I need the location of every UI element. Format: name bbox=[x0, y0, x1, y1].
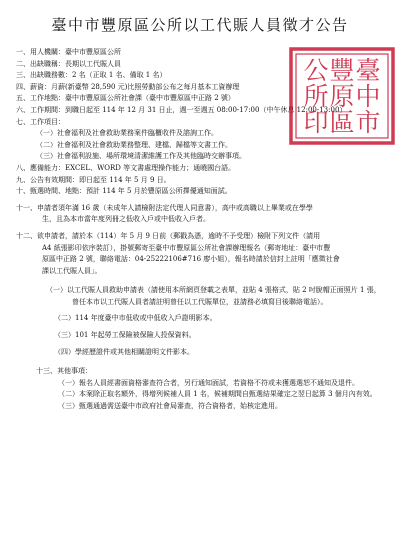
seal-character: 臺 bbox=[355, 56, 381, 85]
item-location: 五、工作地點：臺中市豐原區公所社會課（臺中市豐原區中正路 2 號） bbox=[16, 94, 235, 103]
item-application bbox=[14, 231, 386, 277]
item-position: 二、出缺職稱：長期以工代賑人員 bbox=[16, 59, 121, 68]
seal-character: 印 bbox=[303, 108, 329, 137]
seal-character: 中 bbox=[355, 82, 381, 111]
notice-title: 臺中市豐原區公所以工代賑人員徵才公告 bbox=[51, 16, 349, 34]
item-eligibility bbox=[14, 203, 386, 226]
other-item: （二）本案除正取名額外，得增列候補人員 1 名，候補期間自甄選結果確定之翌日起算 3 個月內有效。 bbox=[58, 390, 377, 399]
item-employer: 一、用人機關：臺中市豐原區公所 bbox=[16, 48, 121, 56]
application-line-4: 課以工代賑人員」。 bbox=[42, 266, 102, 275]
seal-character: 豐 bbox=[329, 56, 355, 85]
item-skills: 八、應備能力：EXCEL、WORD 等文書處理操作能力；通曉國台語。 bbox=[16, 163, 236, 172]
required-documents-list bbox=[14, 285, 386, 358]
document-item: （四）學經歷證件或其他相關證明文件影本。 bbox=[54, 347, 194, 356]
seal-character: 區 bbox=[329, 108, 355, 137]
official-seal-stamp bbox=[288, 46, 396, 146]
item-salary: 四、薪資：月薪(新臺幣 28,590 元)比照勞動部公布之每月基本工資辦理 bbox=[16, 82, 240, 91]
other-matters-list bbox=[14, 378, 386, 413]
duty-item: （二）社會福利及社會救助業務整理、建檔、歸檔等文書工作。 bbox=[36, 140, 232, 149]
item-period: 六、工作期間：到職日起至 114 年 12 月 31 日止，週一至週五 08:00-17:00（中午休息 12:00-13:00） bbox=[16, 105, 347, 114]
other-item: （一）報名人員經書面資格審查符合者，另行通知面試，若資格不符或未獲選選恕不通知及退件。 bbox=[58, 378, 359, 387]
duty-item: （三）社會福利設施、場所環境清潔維護工作及其他臨時交辦事項。 bbox=[36, 152, 246, 161]
seal-character: 市 bbox=[355, 108, 381, 137]
item-duties-heading: 七、工作項目： bbox=[16, 117, 65, 126]
document-item: （二）114 年度臺中市低收或中低收入戶證明影本。 bbox=[54, 314, 217, 323]
item-other-heading: 十三、其他事項： bbox=[36, 367, 92, 376]
eligibility-line-2: 生，且為本市當年度列冊之低收入戶或中低收入戶者。 bbox=[42, 215, 210, 224]
application-line-3: 原區中正路 2 號，聯絡電話：04-25222106#716 廖小姐），報名時請於信封上註明「應徵社會 bbox=[42, 255, 340, 264]
application-line-1: 十二、欲申請者，請於本（114）年 5 月 9 日前（郵戳為憑，逾時不予受理）檢附下列文件（請用 bbox=[16, 231, 321, 240]
seal-character: 原 bbox=[329, 82, 355, 111]
seal-character: 所 bbox=[303, 82, 329, 111]
duty-item: （一）社會福利及社會救助業務案件臨櫃收件及諮詢工作。 bbox=[36, 129, 218, 138]
seal-characters bbox=[303, 56, 380, 137]
item-selection: 十、甄選時間、地點：預計 114 年 5 月於豐原區公所擇優通知面試。 bbox=[16, 187, 232, 196]
eligibility-line-1: 十一、申請者須年滿 16 歲（未成年人請檢附法定代理人同意書），高中或高職以上畢業或在學學 bbox=[16, 203, 313, 212]
document-item: （三）101 年起勞工保險被保險人投保資料。 bbox=[54, 331, 196, 340]
document-item: （一）以工代賑人員救助申請表（請使用本所網頁登載之表單，並貼 4 張格式，貼 2 吋脫帽正面照片 1 張，曾任本市以工代賑人員者請註明曾任以工代賑單位，並請務必填寫目後聯絡電話）。 bbox=[46, 286, 381, 306]
item-valid-period: 九、公告有效期間：即日起至 114 年 5 月 9 日。 bbox=[16, 175, 171, 184]
application-line-2: A4 紙張影印依序裝訂），掛號郵寄至臺中市豐原區公所社會課辦理報名（郵寄地址：臺中市豐 bbox=[42, 243, 331, 252]
other-item: （三）甄選通過需送臺中市政府社會局審查，符合資格者，始核定進用。 bbox=[58, 402, 282, 411]
requirements-list bbox=[14, 163, 386, 198]
seal-character: 公 bbox=[303, 56, 329, 85]
item-openings: 三、出缺職務數：2 名（正取 1 名、備取 1 名） bbox=[16, 71, 167, 80]
